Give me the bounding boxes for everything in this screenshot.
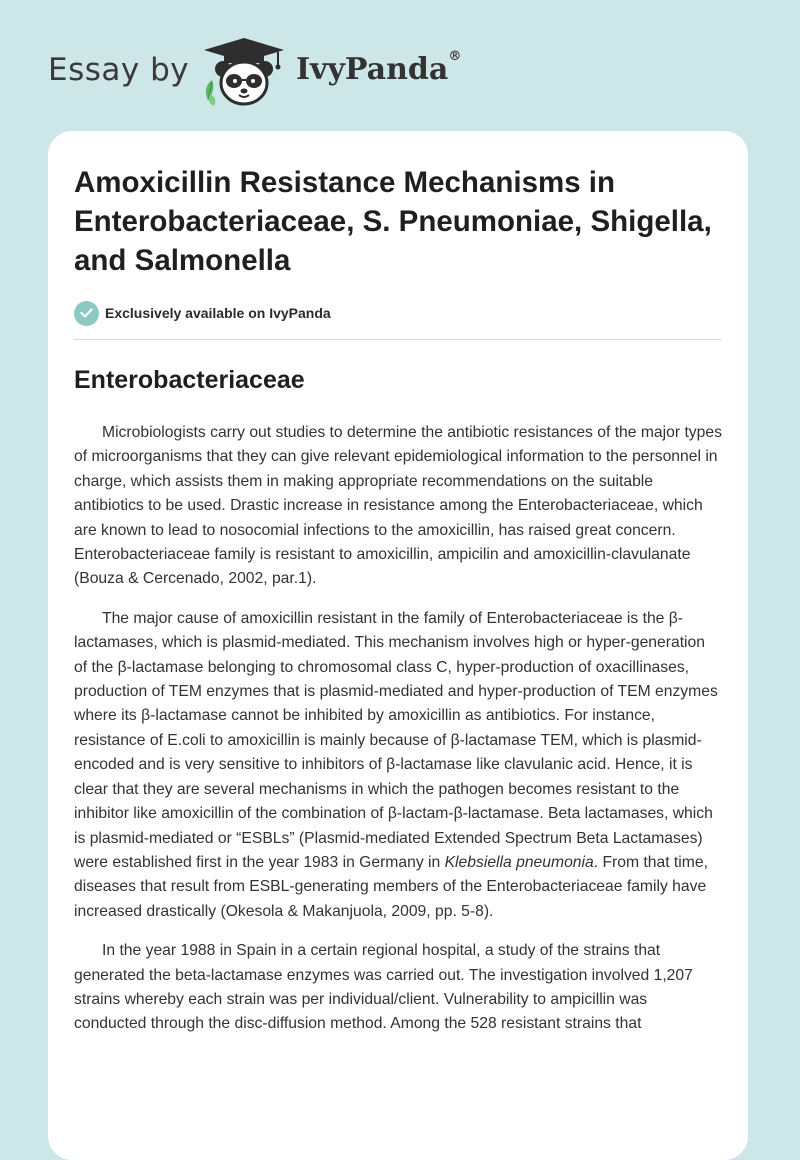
- check-mark-svg: [80, 308, 93, 318]
- brand-name[interactable]: [296, 49, 462, 87]
- panda-logo-svg: [198, 36, 290, 110]
- species-name: Klebsiella pneumonia: [444, 853, 594, 871]
- registered-mark: ®: [448, 49, 462, 64]
- paragraph-1: Microbiologists carry out studies to determine the antibiotic resistances of the major types of microorganisms that they can give relevant epidemiological information to the personnel in charge, which assists them in making appropriate recommendations on the suitable antibiotics to be used. Drastic increase in resistance among the Enterobacteriaceae, which are known to lead to nosocomial infections to the amoxicillin, has raised great concern. Enterobacteriaceae family is resistant to amoxicillin, ampicilin and amoxicillin-clavulanate (Bouza & Cercenado, 2002, par.1).: [74, 424, 722, 588]
- paragraph-2: [74, 607, 722, 924]
- check-circle-icon: [74, 301, 99, 326]
- exclusive-badge: [74, 300, 722, 326]
- paragraph-3: In the year 1988 in Spain in a certain regional hospital, a study of the strains that generated the beta-lactamase enzymes was carried out. The investigation involved 1,207 strains whereby each strain was per individual/client. Vulnerability to ampicillin was conducted through the disc-diffusion method. Among the 528 resistant strains that: [74, 942, 693, 1033]
- section-heading: Enterobacteriaceae: [74, 366, 305, 394]
- paragraph-2-text-end: . From that time, diseases that result from ESBL-generating members of the Enterobacteriaceae family have increased drastically (Okesola & Makanjuola, 2009, pp. 5-8).: [74, 853, 708, 920]
- essay-by-label: Essay by: [48, 52, 190, 88]
- paragraph-2-text-start: The major cause of amoxicillin resistant in the family of Enterobacteriaceae is the β-lactamases, which is plasmid-mediated. This mechanism involves high or hyper-generation of the β-lactamase belonging to chromosomal class C, hyper-production of oxacillinases, production of TEM enzymes that is plasmid-mediated and hyper-production of TEM enzymes where its β-lactamase cannot be inhibited by amoxicillin as antibiotics. For instance, resistance of E.coli to amoxicillin is mainly because of β-lactamase TEM, which is plasmid-encoded and is very sensitive to inhibitors of β-lactamase like clavulanic acid. Hence, it is clear that they are several mechanisms in which the pathogen becomes resistant to the inhibitor like amoxicillin of the combination of β-lactam-β-lactamase. Beta lactamases, which is plasmid-mediated or “ESBLs” (Plasmid-mediated Extended Spectrum Beta Lactamases) were established first in the year 1983 in Germany in: [74, 609, 718, 871]
- brand-name-text: IvyPanda: [296, 52, 449, 87]
- exclusive-label: Exclusively available on IvyPanda: [105, 305, 331, 321]
- site-header: [0, 0, 800, 130]
- article-title: Amoxicillin Resistance Mechanisms in Enterobacteriaceae, S. Pneumoniae, Shigella, and Salmonella: [74, 166, 712, 277]
- article-card: [48, 131, 748, 1160]
- divider: [74, 339, 722, 340]
- panda-graduate-icon[interactable]: [198, 36, 290, 110]
- article-content: [48, 131, 748, 1037]
